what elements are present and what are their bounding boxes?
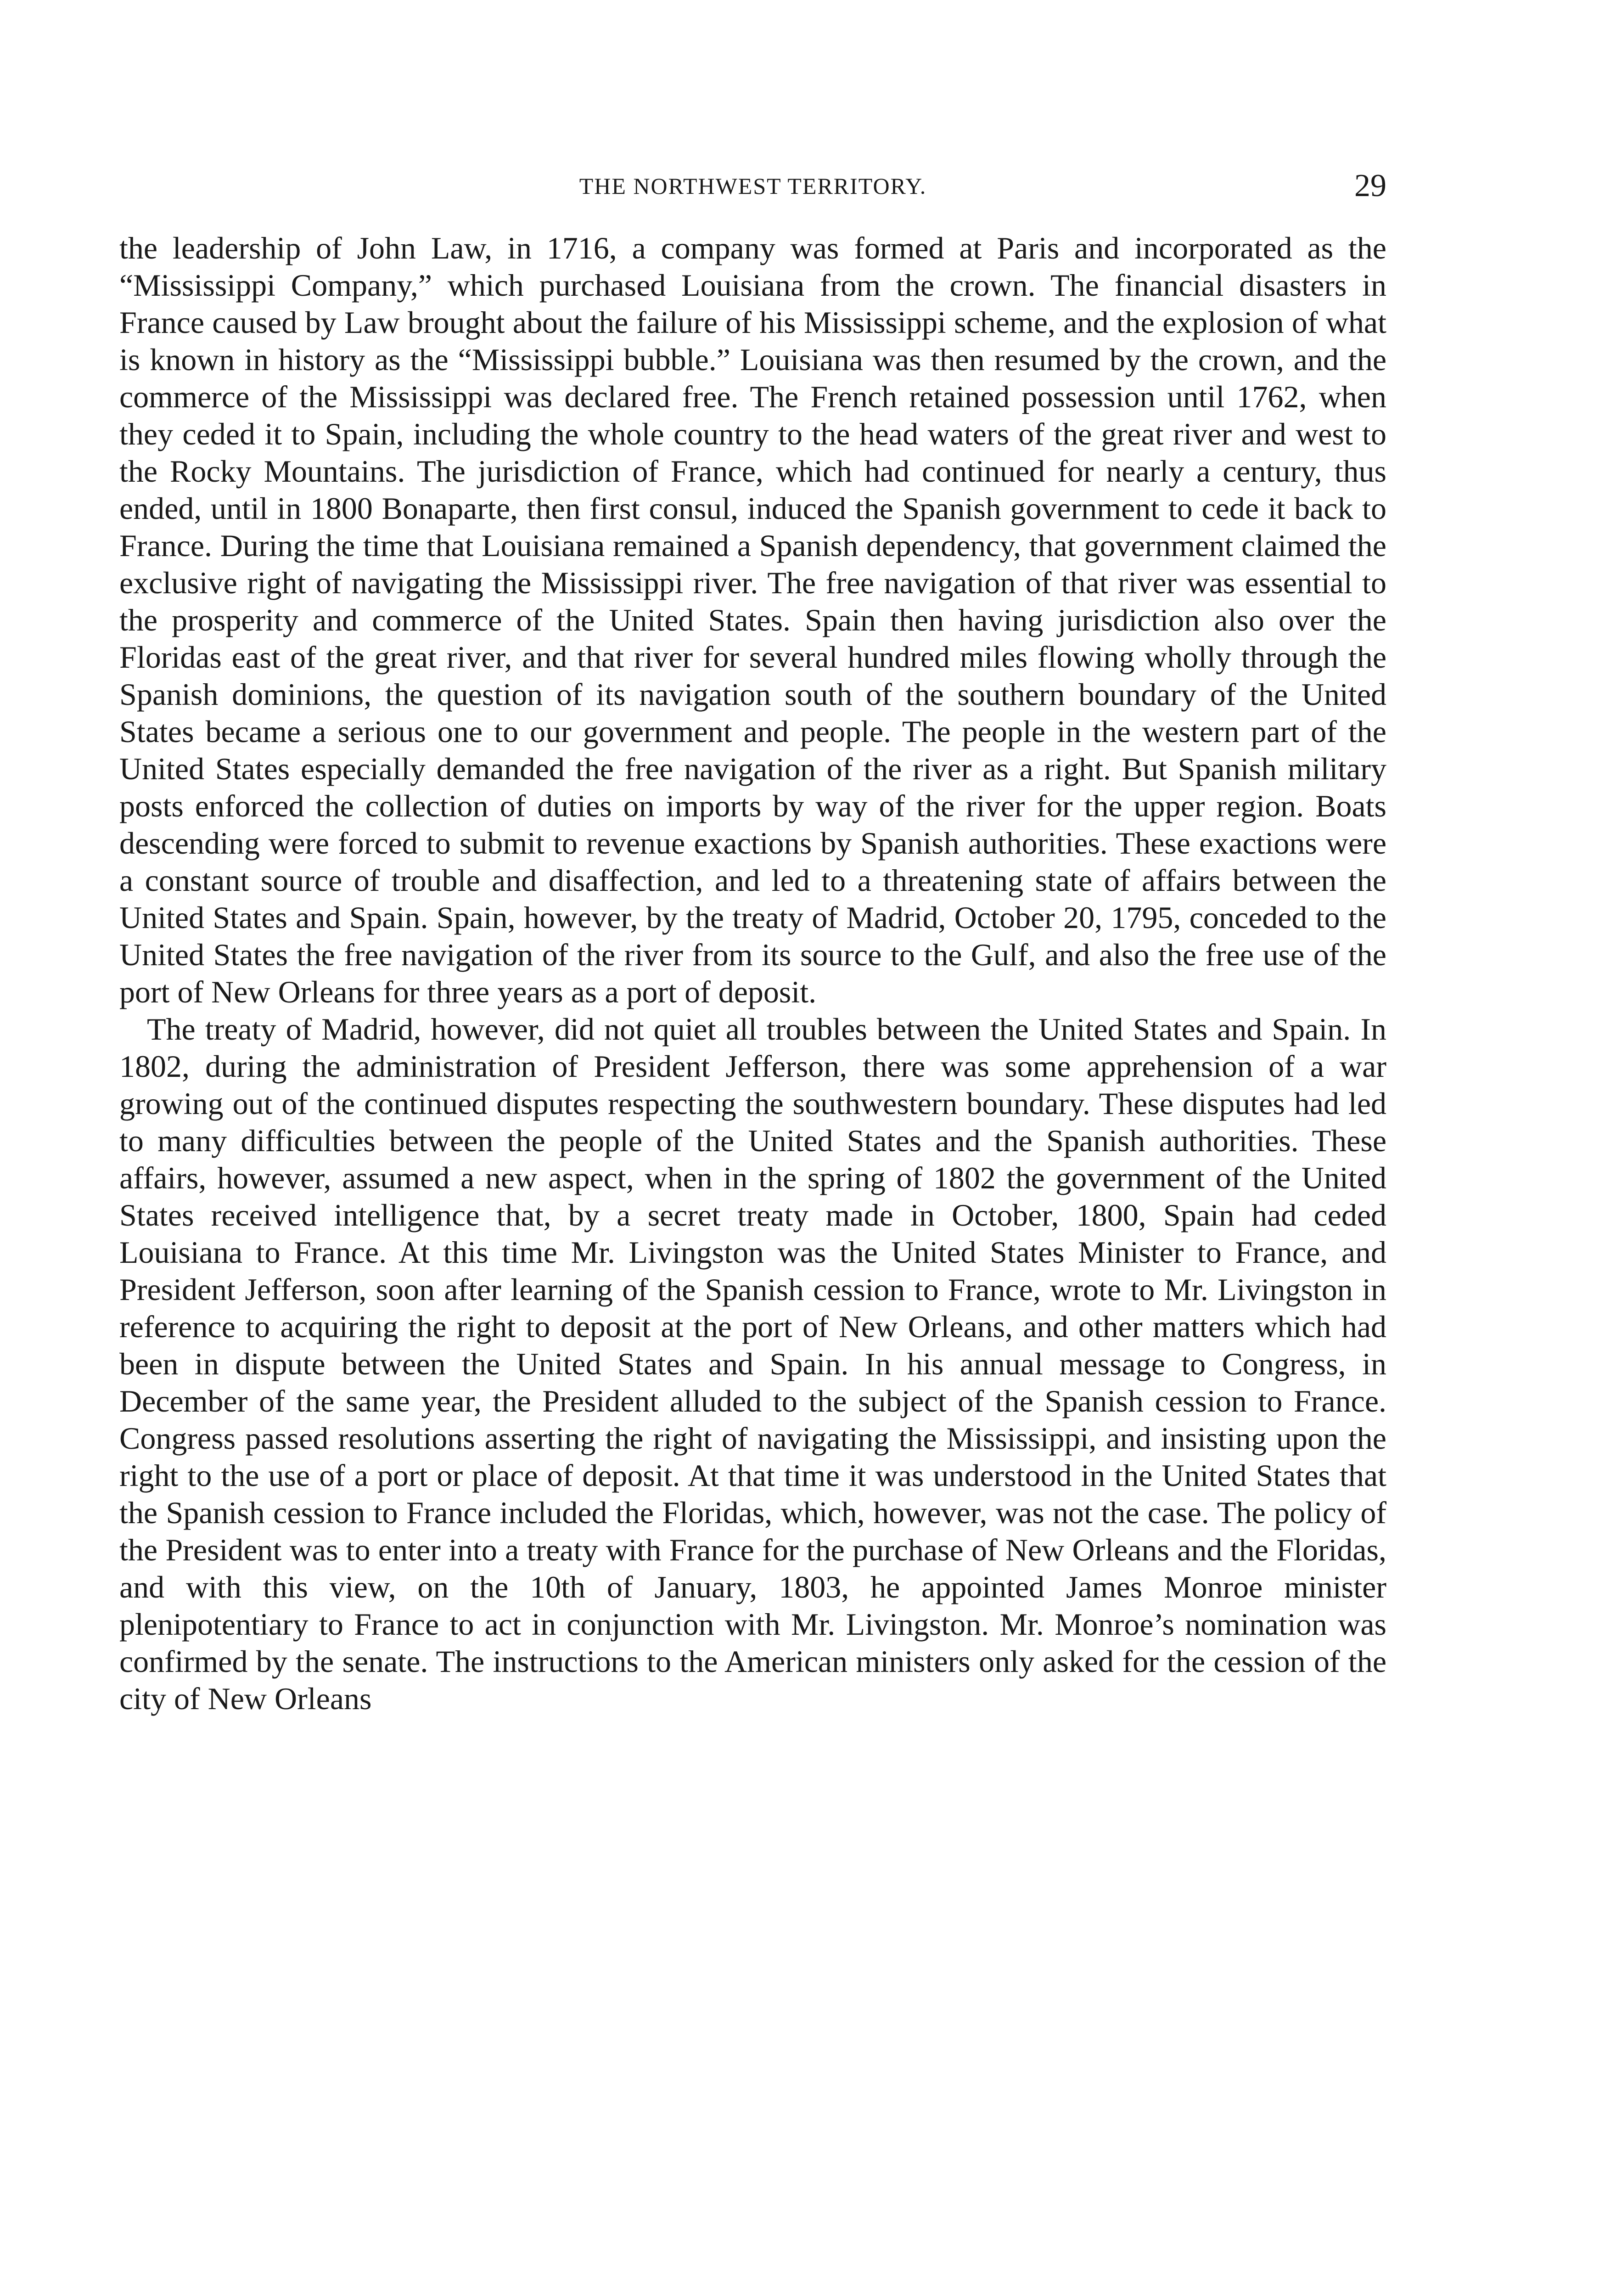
paragraph: The treaty of Madrid, however, did not quiet all troubles between the United States and Spain. In 1802, during the administration of President Jefferson, there was some apprehension of a war growing out of the continued disputes respecting the southwestern boundary. These disputes had led to many difficulties between the people of the United States and the Spanish authorities. These affairs, however, assumed a new aspect, when in the spring of 1802 the government of the United States received intelligence that, by a secret treaty made in October, 1800, Spain had ceded Louisiana to France. At this time Mr. Livingston was the United States Minister to France, and President Jefferson, soon after learning of the Spanish cession to France, wrote to Mr. Livingston in reference to acquiring the right to deposit at the port of New Orleans, and other matters which had been in dispute between the United States and Spain. In his annual message to Congress, in December of the same year, the President alluded to the subject of the Spanish cession to France. Congress passed resolutions asserting the right of navigating the Mississippi, and insisting upon the right to the use of a port or place of deposit. At that time it was understood in the United States that the Spanish cession to France included the Floridas, which, however, was not the case. The policy of the President was to enter into a treaty with France for the purchase of New Orleans and the Floridas, and with this view, on the 10th of January, 1803, he appointed James Monroe minister plenipotentiary to France to act in conjunction with Mr. Livingston. Mr. Monroe’s nomination was confirmed by the senate. The instructions to the American ministers only asked for the cession of the city of New Orleans xyxy=(119,1012,1386,1716)
paragraph: the leadership of John Law, in 1716, a company was formed at Paris and incorporated as the “Mississippi Company,” which purchased Louisiana from the crown. The financial disasters in France caused by Law brought about the failure of his Mississippi scheme, and the explosion of what is known in history as the “Mississippi bubble.” Louisiana was then resumed by the crown, and the commerce of the Mississippi was declared free. The French retained possession until 1762, when they ceded it to Spain, including the whole country to the head waters of the great river and west to the Rocky Mountains. The jurisdiction of France, which had continued for nearly a century, thus ended, until in 1800 Bonaparte, then first consul, induced the Spanish government to cede it back to France. During the time that Louisiana remained a Spanish dependency, that government claimed the exclusive right of navigating the Mississippi river. The free navigation of that river was essential to the prosperity and commerce of the United States. Spain then having jurisdiction also over the Floridas east of the great river, and that river for several hundred miles flowing wholly through the Spanish dominions, the question of its navigation south of the southern boundary of the United States became a serious one to our government and people. The people in the western part of the United States especially demanded the free navigation of the river as a right. But Spanish military posts enforced the collection of duties on imports by way of the river for the upper region. Boats descending were forced to submit to revenue exactions by Spanish authorities. These exactions were a constant source of trouble and disaffection, and led to a threatening state of affairs between the United States and Spain. Spain, however, by the treaty of Madrid, October 20, 1795, conceded to the United States the free navigation of the river from its source to the Gulf, and also the free use of the port of New Orleans for three years as a port of deposit. xyxy=(119,231,1386,1009)
body-text xyxy=(119,230,1386,1717)
running-head xyxy=(119,165,1386,207)
page-number: 29 xyxy=(1354,168,1386,203)
running-title: THE NORTHWEST TERRITORY. xyxy=(579,173,927,199)
